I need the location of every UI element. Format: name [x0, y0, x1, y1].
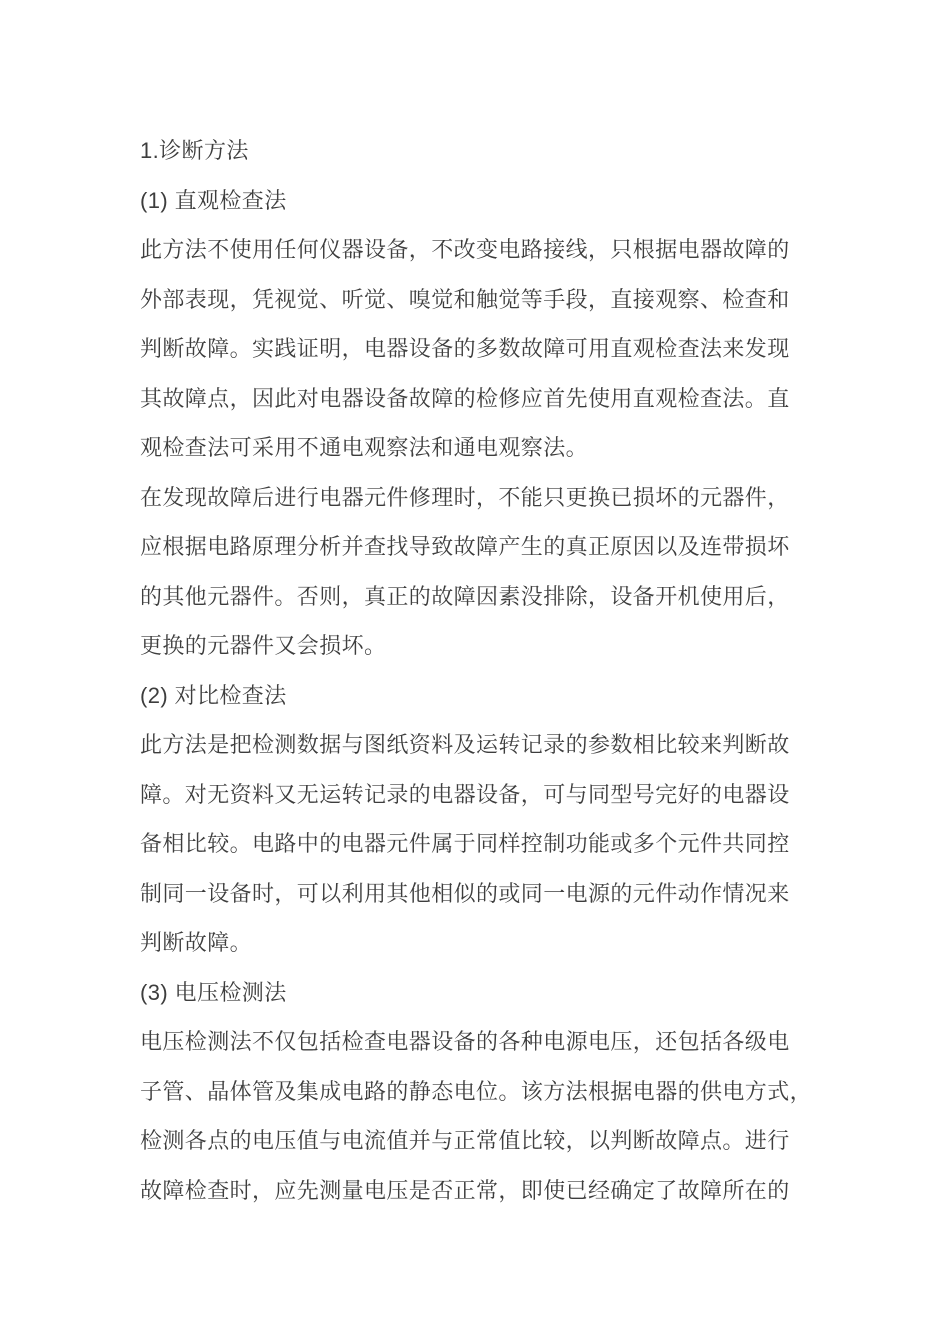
section-title: 1.诊断方法: [140, 138, 249, 163]
text-line: 判断故障。实践证明，电器设备的多数故障可用直观检查法来发现: [140, 336, 790, 361]
text-line: 在发现故障后进行电器元件修理时，不能只更换已损坏的元器件，: [140, 484, 790, 510]
text-line: 更换的元器件又会损坏。: [140, 633, 387, 658]
text-line: 应根据电路原理分析并查找导致故障产生的真正原因以及连带损坏: [140, 534, 790, 559]
text-line: 故障检查时，应先测量电压是否正常，即使已经确定了故障所在的: [140, 1177, 790, 1203]
text-line: 其故障点，因此对电器设备故障的检修应首先使用直观检查法。直: [140, 385, 790, 411]
text-line: 外部表现，凭视觉、听觉、嗅觉和触觉等手段，直接观察、检查和: [140, 286, 790, 312]
subsection-heading-3: (3) 电压检测法: [140, 979, 287, 1005]
text-line: 判断故障。: [140, 930, 253, 955]
subsection-heading-2: (2) 对比检查法: [140, 682, 287, 708]
text-line: 电压检测法不仅包括检查电器设备的各种电源电压，还包括各级电: [140, 1029, 790, 1054]
text-line: 备相比较。电路中的电器元件属于同样控制功能或多个元件共同控: [140, 831, 790, 856]
text-line: 障。对无资料又无运转记录的电器设备，可与同型号完好的电器设: [140, 781, 790, 807]
text-line: 此方法不使用任何仪器设备，不改变电路接线，只根据电器故障的: [140, 237, 790, 262]
text-line: 制同一设备时，可以利用其他相似的或同一电源的元件动作情况来: [140, 880, 790, 906]
document-body: [140, 126, 820, 1215]
text-line: 的其他元器件。否则，真正的故障因素没排除，设备开机使用后，: [140, 583, 790, 609]
text-line: 观检查法可采用不通电观察法和通电观察法。: [140, 435, 589, 460]
text-line: 此方法是把检测数据与图纸资料及运转记录的参数相比较来判断故: [140, 732, 790, 757]
text-line: 检测各点的电压值与电流值并与正常值比较，以判断故障点。进行: [140, 1128, 790, 1153]
text-line: 子管、晶体管及集成电路的静态电位。该方法根据电器的供电方式，: [140, 1078, 813, 1104]
subsection-heading-1: (1) 直观检查法: [140, 187, 287, 213]
